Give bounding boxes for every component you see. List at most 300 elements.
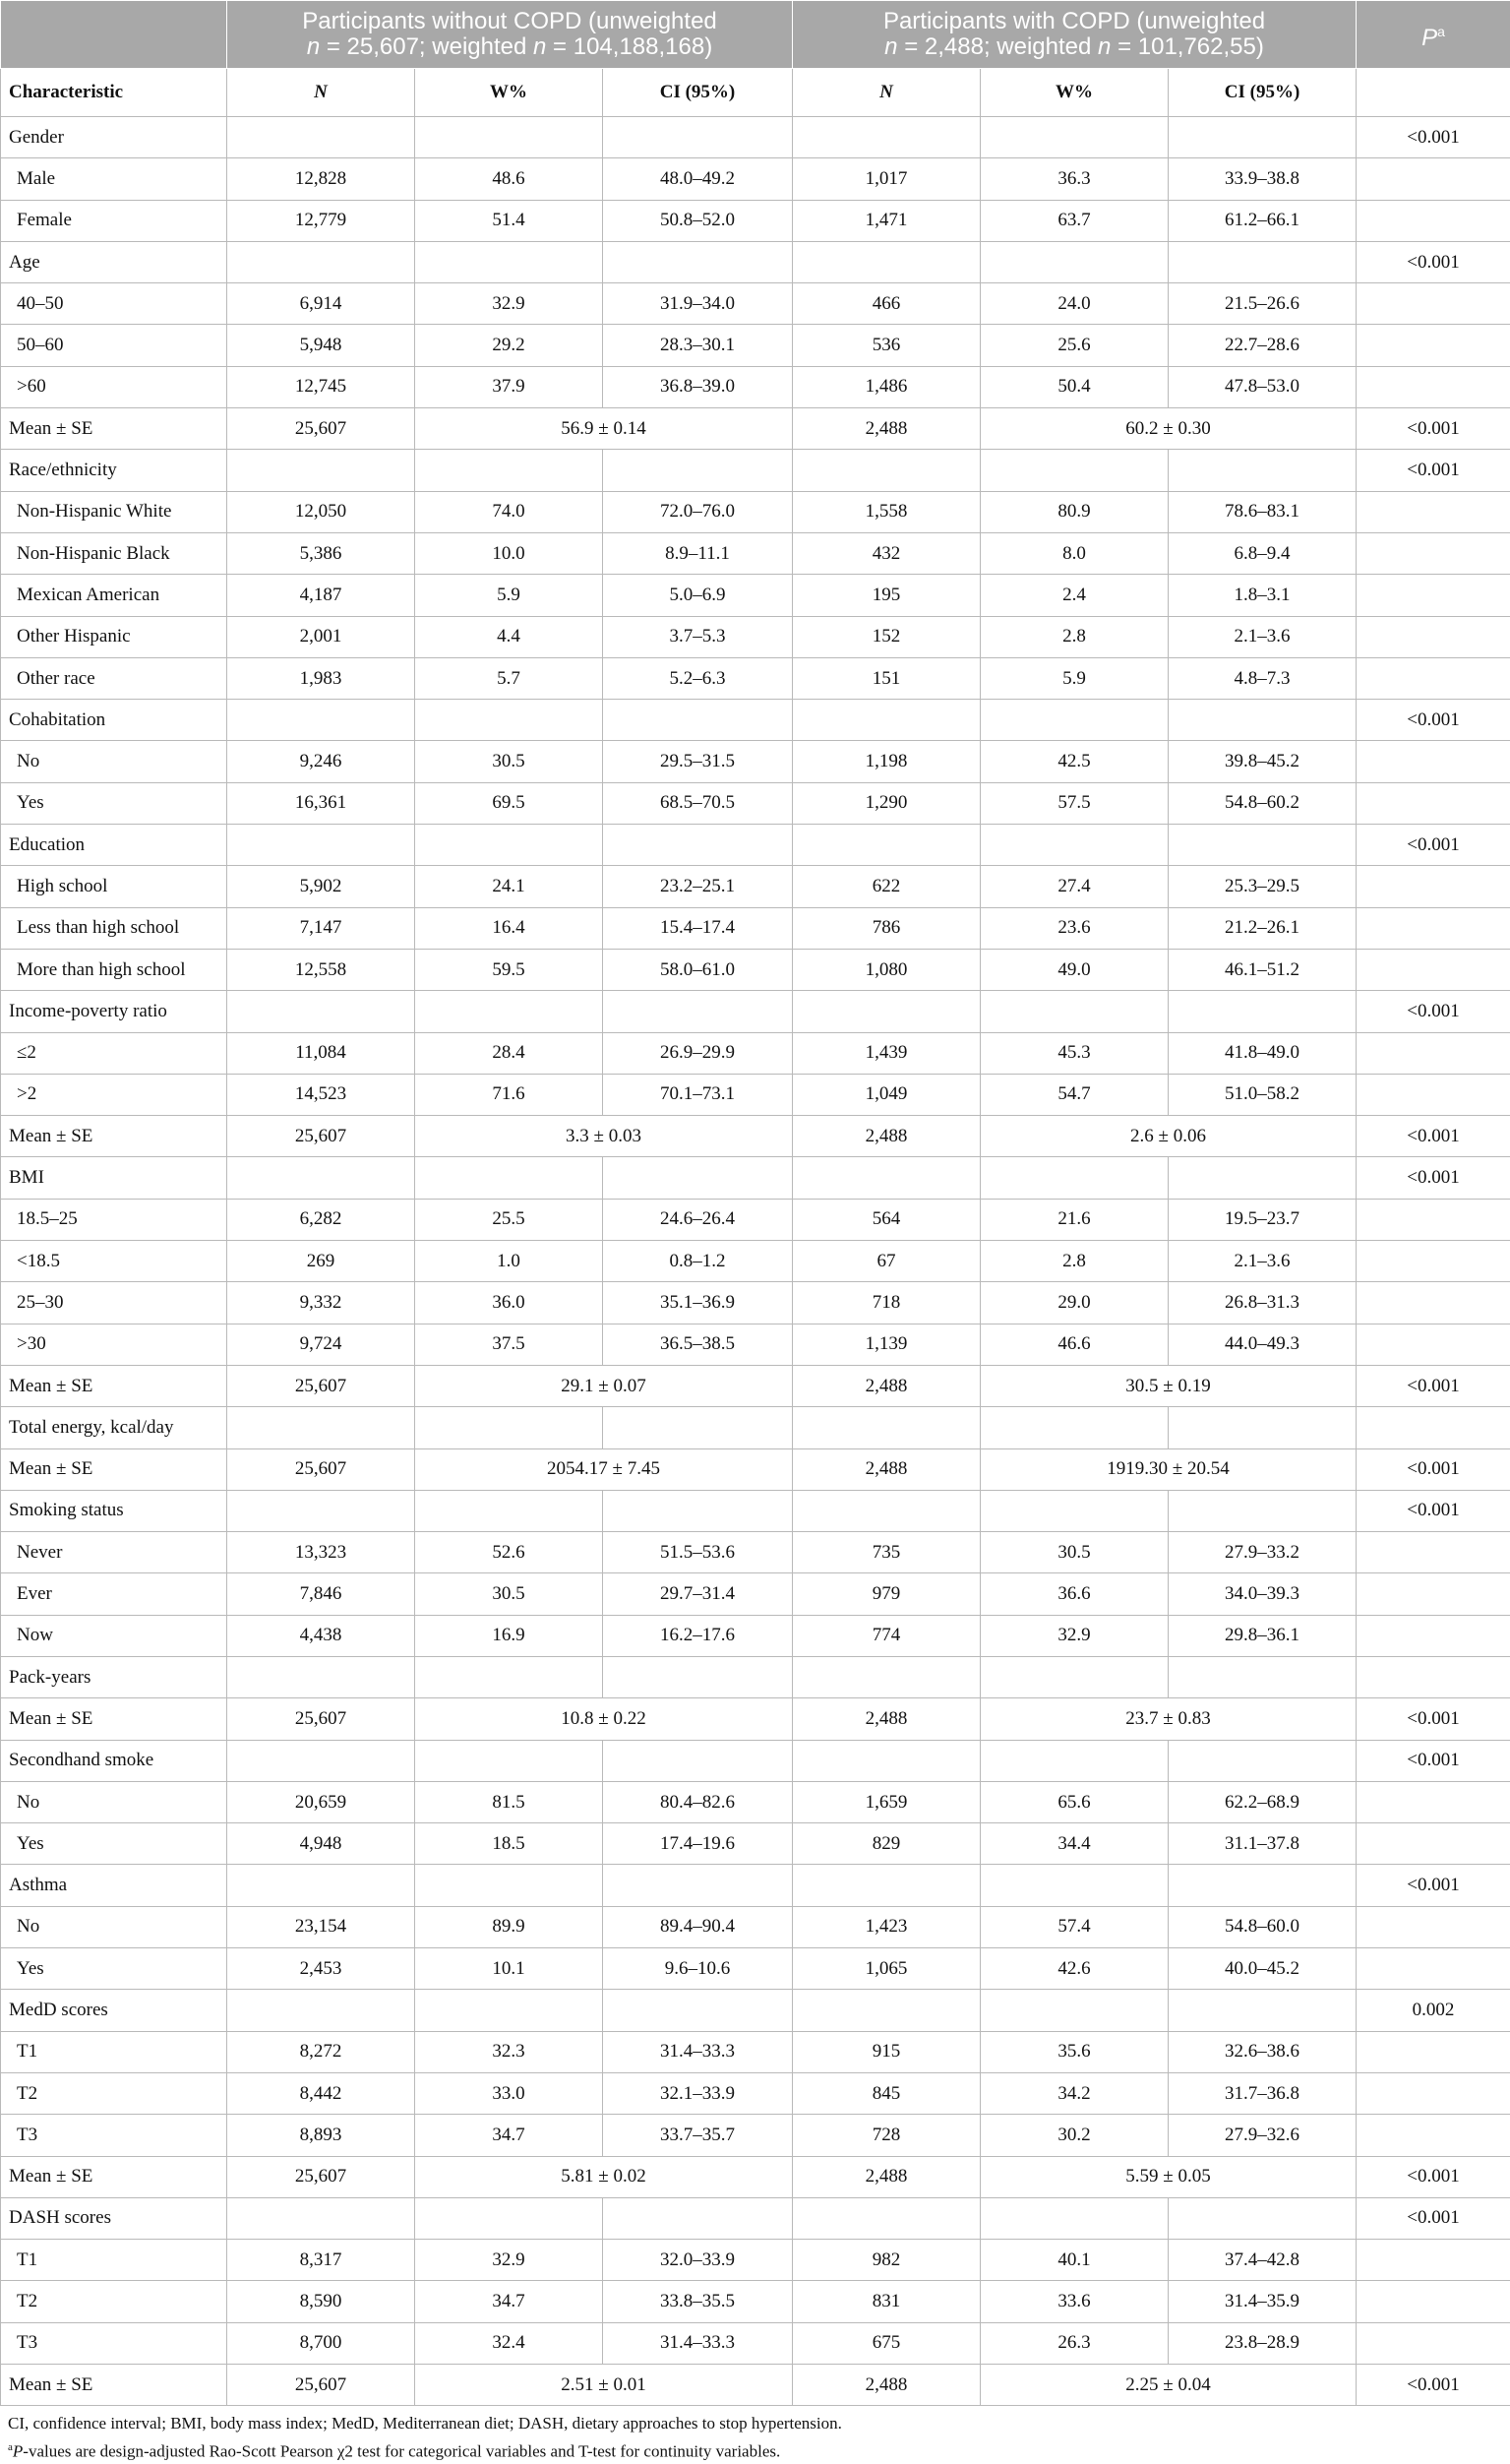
col-n-group1 (227, 69, 415, 117)
table-row (1, 1282, 1510, 1324)
w-cell-group2: 34.2 (981, 2072, 1169, 2114)
empty-cell (603, 1865, 793, 1906)
n-cell-group1: 7,147 (227, 907, 415, 949)
row-label: Education (1, 825, 227, 866)
w-cell-group2: 36.3 (981, 158, 1169, 200)
row-label: <18.5 (1, 1241, 227, 1282)
row-label: T3 (1, 2322, 227, 2364)
empty-cell (793, 700, 981, 741)
n-cell-group1: 12,745 (227, 366, 415, 407)
empty-cell (793, 1990, 981, 2031)
p-value-cell: 0.002 (1357, 1990, 1510, 2031)
empty-cell (1169, 1490, 1357, 1531)
ci-cell-group2: 51.0–58.2 (1169, 1074, 1357, 1115)
w-cell-group1: 71.6 (415, 1074, 603, 1115)
empty-cell (1169, 991, 1357, 1032)
mean-se-group1: 10.8 ± 0.22 (415, 1698, 793, 1740)
table-footnotes (0, 2406, 1510, 2464)
mean-se-group2: 5.59 ± 0.05 (981, 2156, 1357, 2197)
p-value-cell: <0.001 (1357, 1448, 1510, 1490)
empty-cell (415, 450, 603, 491)
row-label: Less than high school (1, 907, 227, 949)
ci-cell-group2: 61.2–66.1 (1169, 200, 1357, 241)
table-row (1, 241, 1510, 282)
ci-cell-group2: 31.7–36.8 (1169, 2072, 1357, 2114)
empty-cell (1357, 1032, 1510, 1074)
empty-cell (227, 1407, 415, 1448)
empty-cell (415, 1490, 603, 1531)
table-row (1, 1490, 1510, 1531)
ci-cell-group2: 54.8–60.2 (1169, 782, 1357, 824)
row-label: Mean ± SE (1, 2156, 227, 2197)
col-w-group1: W% (415, 69, 603, 117)
col-ci-group1: CI (95%) (603, 69, 793, 117)
n-cell-group1: 4,438 (227, 1615, 415, 1656)
w-cell-group1: 69.5 (415, 782, 603, 824)
table-row (1, 1906, 1510, 1947)
table-row (1, 949, 1510, 990)
empty-cell (1357, 325, 1510, 366)
table-row (1, 2072, 1510, 2114)
row-label: MedD scores (1, 1990, 227, 2031)
ci-cell-group2: 47.8–53.0 (1169, 366, 1357, 407)
ci-cell-group2: 27.9–33.2 (1169, 1532, 1357, 1573)
n-cell-group2: 1,659 (793, 1781, 981, 1822)
empty-cell (603, 825, 793, 866)
w-cell-group2: 24.0 (981, 283, 1169, 325)
row-label: T3 (1, 2115, 227, 2156)
empty-cell (1357, 866, 1510, 907)
group-header-without-copd (227, 1, 793, 69)
empty-cell (227, 991, 415, 1032)
empty-cell (603, 1157, 793, 1199)
mean-se-group2: 2.25 ± 0.04 (981, 2365, 1357, 2406)
row-label: Ever (1, 1573, 227, 1615)
ci-cell-group1: 36.8–39.0 (603, 366, 793, 407)
w-cell-group1: 34.7 (415, 2115, 603, 2156)
abbreviation-footnote: CI, confidence interval; BMI, body mass index; MedD, Mediterranean diet; DASH, dietary approaches to stop hypertension. (8, 2412, 1502, 2435)
table-row (1, 991, 1510, 1032)
p-value-cell: <0.001 (1357, 408, 1510, 450)
p-value-header (1357, 1, 1510, 69)
n-cell-group2: 1,290 (793, 782, 981, 824)
w-cell-group1: 4.4 (415, 616, 603, 657)
w-cell-group1: 59.5 (415, 949, 603, 990)
mean-se-group2: 2.6 ± 0.06 (981, 1116, 1357, 1157)
row-label: No (1, 741, 227, 782)
mean-se-group1: 2.51 ± 0.01 (415, 2365, 793, 2406)
w-cell-group1: 5.9 (415, 575, 603, 616)
ci-cell-group2: 6.8–9.4 (1169, 532, 1357, 574)
n-cell-group2: 152 (793, 616, 981, 657)
n-cell-group1: 16,361 (227, 782, 415, 824)
mean-se-group2: 60.2 ± 0.30 (981, 408, 1357, 450)
empty-cell (415, 991, 603, 1032)
empty-cell (1357, 1781, 1510, 1822)
row-label: Gender (1, 117, 227, 158)
ci-cell-group1: 35.1–36.9 (603, 1282, 793, 1324)
empty-cell (1357, 2031, 1510, 2072)
p-value-cell: <0.001 (1357, 700, 1510, 741)
row-label: Now (1, 1615, 227, 1656)
w-cell-group1: 32.9 (415, 2240, 603, 2281)
empty-cell (981, 700, 1169, 741)
col-p-blank (1357, 69, 1510, 117)
n-cell-group2: 1,198 (793, 741, 981, 782)
n-cell-group2: 786 (793, 907, 981, 949)
table-row (1, 1656, 1510, 1697)
ci-cell-group2: 21.5–26.6 (1169, 283, 1357, 325)
n-cell-group2: 829 (793, 1823, 981, 1865)
w-cell-group2: 46.6 (981, 1324, 1169, 1365)
w-cell-group2: 26.3 (981, 2322, 1169, 2364)
ci-cell-group1: 5.0–6.9 (603, 575, 793, 616)
p-value-cell: <0.001 (1357, 1865, 1510, 1906)
ci-cell-group1: 89.4–90.4 (603, 1906, 793, 1947)
n-cell-group1: 6,282 (227, 1199, 415, 1240)
n-cell-group2: 622 (793, 866, 981, 907)
w-cell-group1: 32.3 (415, 2031, 603, 2072)
p-value-cell: <0.001 (1357, 117, 1510, 158)
empty-cell (981, 1990, 1169, 2031)
group1-weighted: = 104,188,168) (553, 33, 712, 60)
mean-se-group2: 1919.30 ± 20.54 (981, 1448, 1357, 1490)
ci-cell-group1: 48.0–49.2 (603, 158, 793, 200)
empty-cell (415, 1865, 603, 1906)
empty-cell (227, 2197, 415, 2239)
row-label: ≤2 (1, 1032, 227, 1074)
ci-cell-group1: 3.7–5.3 (603, 616, 793, 657)
w-cell-group1: 32.9 (415, 283, 603, 325)
n-cell-group1: 2,453 (227, 1948, 415, 1990)
n-cell-group1: 25,607 (227, 2156, 415, 2197)
empty-cell (793, 117, 981, 158)
ci-cell-group1: 23.2–25.1 (603, 866, 793, 907)
w-cell-group1: 1.0 (415, 1241, 603, 1282)
w-cell-group1: 29.2 (415, 325, 603, 366)
table-row (1, 1157, 1510, 1199)
group2-n-symbol: n (884, 33, 897, 60)
row-label: T2 (1, 2072, 227, 2114)
table-row (1, 2156, 1510, 2197)
empty-cell (415, 1656, 603, 1697)
table-row (1, 1865, 1510, 1906)
n-cell-group2: 2,488 (793, 1698, 981, 1740)
empty-cell (227, 117, 415, 158)
table-row (1, 2197, 1510, 2239)
row-label: 40–50 (1, 283, 227, 325)
n-cell-group2: 536 (793, 325, 981, 366)
empty-cell (1169, 450, 1357, 491)
ci-cell-group2: 31.4–35.9 (1169, 2281, 1357, 2322)
n-cell-group1: 8,272 (227, 2031, 415, 2072)
row-label: No (1, 1781, 227, 1822)
w-cell-group1: 30.5 (415, 1573, 603, 1615)
table-row (1, 741, 1510, 782)
row-label: DASH scores (1, 2197, 227, 2239)
ci-cell-group2: 21.2–26.1 (1169, 907, 1357, 949)
row-label: Non-Hispanic Black (1, 532, 227, 574)
n-cell-group1: 12,828 (227, 158, 415, 200)
table-row (1, 1032, 1510, 1074)
w-cell-group1: 33.0 (415, 2072, 603, 2114)
row-label: Asthma (1, 1865, 227, 1906)
ci-cell-group2: 39.8–45.2 (1169, 741, 1357, 782)
n-cell-group1: 20,659 (227, 1781, 415, 1822)
empty-cell (1357, 2281, 1510, 2322)
w-cell-group1: 24.1 (415, 866, 603, 907)
ci-cell-group2: 31.1–37.8 (1169, 1823, 1357, 1865)
empty-cell (415, 1407, 603, 1448)
n-cell-group2: 1,439 (793, 1032, 981, 1074)
p-value-footnote (8, 2435, 1502, 2464)
empty-cell (603, 700, 793, 741)
empty-cell (793, 1490, 981, 1531)
row-label: Pack-years (1, 1656, 227, 1697)
group2-unweighted: = 2,488; weighted (904, 33, 1091, 60)
n-cell-group1: 8,700 (227, 2322, 415, 2364)
col-w-group2: W% (981, 69, 1169, 117)
p-value-cell: <0.001 (1357, 2365, 1510, 2406)
w-cell-group2: 2.4 (981, 575, 1169, 616)
w-cell-group2: 35.6 (981, 2031, 1169, 2072)
mean-se-group1: 56.9 ± 0.14 (415, 408, 793, 450)
ci-cell-group2: 1.8–3.1 (1169, 575, 1357, 616)
n-cell-group2: 195 (793, 575, 981, 616)
empty-cell (1357, 532, 1510, 574)
row-label: No (1, 1906, 227, 1947)
row-label: T1 (1, 2031, 227, 2072)
w-cell-group2: 54.7 (981, 1074, 1169, 1115)
table-row (1, 408, 1510, 450)
group1-unweighted: = 25,607; weighted (327, 33, 527, 60)
group-header-with-copd (793, 1, 1357, 69)
ci-cell-group1: 15.4–17.4 (603, 907, 793, 949)
w-cell-group2: 25.6 (981, 325, 1169, 366)
w-cell-group2: 2.8 (981, 1241, 1169, 1282)
group-header-row (1, 1, 1510, 69)
n-cell-group1: 23,154 (227, 1906, 415, 1947)
footnote-text: -values are design-adjusted Rao-Scott Pearson χ2 test for categorical variables and T-test for continuity variables. (23, 2442, 780, 2461)
empty-cell (227, 1740, 415, 1781)
empty-cell (415, 825, 603, 866)
n-cell-group2: 774 (793, 1615, 981, 1656)
ci-cell-group2: 33.9–38.8 (1169, 158, 1357, 200)
empty-cell (227, 1990, 415, 2031)
row-label: Mexican American (1, 575, 227, 616)
table-row (1, 532, 1510, 574)
ci-cell-group1: 0.8–1.2 (603, 1241, 793, 1282)
empty-cell (1357, 1241, 1510, 1282)
group2-title: Participants with COPD (unweighted (883, 8, 1265, 34)
empty-cell (793, 1740, 981, 1781)
p-value-cell: <0.001 (1357, 991, 1510, 1032)
w-cell-group2: 42.6 (981, 1948, 1169, 1990)
empty-cell (227, 241, 415, 282)
empty-cell (1357, 1282, 1510, 1324)
w-cell-group1: 37.9 (415, 366, 603, 407)
ci-cell-group1: 17.4–19.6 (603, 1823, 793, 1865)
table-row (1, 657, 1510, 699)
table-row (1, 1448, 1510, 1490)
table-row (1, 866, 1510, 907)
n-cell-group1: 8,590 (227, 2281, 415, 2322)
empty-cell (1357, 1823, 1510, 1865)
table-body (1, 117, 1510, 2406)
n-cell-group1: 13,323 (227, 1532, 415, 1573)
empty-cell (981, 1740, 1169, 1781)
empty-cell (981, 825, 1169, 866)
empty-cell (603, 1407, 793, 1448)
ci-cell-group1: 16.2–17.6 (603, 1615, 793, 1656)
ci-cell-group2: 26.8–31.3 (1169, 1282, 1357, 1324)
w-cell-group2: 50.4 (981, 366, 1169, 407)
p-value-cell: <0.001 (1357, 2156, 1510, 2197)
n-cell-group1: 5,948 (227, 325, 415, 366)
row-label: >2 (1, 1074, 227, 1115)
empty-cell (415, 241, 603, 282)
n-cell-group1: 25,607 (227, 1365, 415, 1406)
empty-cell (1169, 1157, 1357, 1199)
ci-cell-group2: 37.4–42.8 (1169, 2240, 1357, 2281)
row-label: BMI (1, 1157, 227, 1199)
footnote-p-letter: P (13, 2442, 23, 2461)
empty-cell (793, 1865, 981, 1906)
ci-cell-group2: 40.0–45.2 (1169, 1948, 1357, 1990)
empty-cell (603, 450, 793, 491)
ci-cell-group1: 5.2–6.3 (603, 657, 793, 699)
empty-cell (981, 117, 1169, 158)
n-cell-group2: 67 (793, 1241, 981, 1282)
w-cell-group2: 49.0 (981, 949, 1169, 990)
w-cell-group1: 89.9 (415, 1906, 603, 1947)
row-label: Secondhand smoke (1, 1740, 227, 1781)
table-row (1, 1365, 1510, 1406)
row-label: Total energy, kcal/day (1, 1407, 227, 1448)
empty-cell (981, 1656, 1169, 1697)
group1-n-symbol: n (307, 33, 320, 60)
table-row (1, 825, 1510, 866)
w-cell-group2: 40.1 (981, 2240, 1169, 2281)
empty-cell (1357, 782, 1510, 824)
empty-cell (415, 700, 603, 741)
row-label: Female (1, 200, 227, 241)
empty-cell (1169, 1865, 1357, 1906)
n-cell-group1: 5,386 (227, 532, 415, 574)
empty-cell (415, 1990, 603, 2031)
n-cell-group2: 982 (793, 2240, 981, 2281)
w-cell-group2: 21.6 (981, 1199, 1169, 1240)
n-cell-group1: 7,846 (227, 1573, 415, 1615)
empty-cell (415, 2197, 603, 2239)
w-cell-group2: 63.7 (981, 200, 1169, 241)
empty-cell (415, 117, 603, 158)
n-cell-group2: 979 (793, 1573, 981, 1615)
p-value-cell: <0.001 (1357, 2197, 1510, 2239)
ci-cell-group1: 68.5–70.5 (603, 782, 793, 824)
w-cell-group1: 10.0 (415, 532, 603, 574)
table-row (1, 2115, 1510, 2156)
n-cell-group1: 8,317 (227, 2240, 415, 2281)
row-label: Mean ± SE (1, 2365, 227, 2406)
row-label: Never (1, 1532, 227, 1573)
empty-cell (603, 117, 793, 158)
group2-weighted: = 101,762,55) (1117, 33, 1264, 60)
n-cell-group1: 12,779 (227, 200, 415, 241)
row-label: 18.5–25 (1, 1199, 227, 1240)
ci-cell-group1: 29.5–31.5 (603, 741, 793, 782)
row-label: Male (1, 158, 227, 200)
ci-cell-group2: 46.1–51.2 (1169, 949, 1357, 990)
empty-cell (1169, 700, 1357, 741)
n-cell-group2: 845 (793, 2072, 981, 2114)
w-cell-group1: 37.5 (415, 1324, 603, 1365)
empty-cell (793, 825, 981, 866)
table-row (1, 1698, 1510, 1740)
w-cell-group2: 33.6 (981, 2281, 1169, 2322)
empty-cell (603, 991, 793, 1032)
row-label: Race/ethnicity (1, 450, 227, 491)
w-cell-group1: 32.4 (415, 2322, 603, 2364)
empty-cell (1169, 1990, 1357, 2031)
p-value-cell: <0.001 (1357, 1740, 1510, 1781)
empty-cell (603, 1656, 793, 1697)
n-cell-group2: 2,488 (793, 2365, 981, 2406)
row-label: Non-Hispanic White (1, 491, 227, 532)
empty-cell (981, 991, 1169, 1032)
p-value-cell: <0.001 (1357, 450, 1510, 491)
w-cell-group1: 74.0 (415, 491, 603, 532)
empty-cell (1357, 741, 1510, 782)
table-row (1, 200, 1510, 241)
w-cell-group1: 48.6 (415, 158, 603, 200)
n-cell-group1: 5,902 (227, 866, 415, 907)
empty-cell (1169, 825, 1357, 866)
empty-cell (227, 700, 415, 741)
table-row (1, 2365, 1510, 2406)
ci-cell-group2: 23.8–28.9 (1169, 2322, 1357, 2364)
ci-cell-group2: 32.6–38.6 (1169, 2031, 1357, 2072)
empty-cell (1169, 1407, 1357, 1448)
table-row (1, 491, 1510, 532)
w-cell-group1: 34.7 (415, 2281, 603, 2322)
empty-cell (793, 450, 981, 491)
w-cell-group2: 80.9 (981, 491, 1169, 532)
table-row (1, 575, 1510, 616)
table-row (1, 616, 1510, 657)
p-value-cell: <0.001 (1357, 241, 1510, 282)
ci-cell-group2: 27.9–32.6 (1169, 2115, 1357, 2156)
n-cell-group2: 466 (793, 283, 981, 325)
ci-cell-group1: 80.4–82.6 (603, 1781, 793, 1822)
empty-cell (415, 1157, 603, 1199)
blank-header-cell (1, 1, 227, 69)
n-cell-group2: 432 (793, 532, 981, 574)
ci-cell-group1: 33.8–35.5 (603, 2281, 793, 2322)
n-cell-group2: 728 (793, 2115, 981, 2156)
empty-cell (1357, 2240, 1510, 2281)
row-label: Cohabitation (1, 700, 227, 741)
row-label: Age (1, 241, 227, 282)
row-label: Smoking status (1, 1490, 227, 1531)
mean-se-group1: 3.3 ± 0.03 (415, 1116, 793, 1157)
n-cell-group2: 1,065 (793, 1948, 981, 1990)
w-cell-group2: 34.4 (981, 1823, 1169, 1865)
n-cell-group2: 2,488 (793, 1365, 981, 1406)
w-cell-group1: 16.9 (415, 1615, 603, 1656)
ci-cell-group2: 4.8–7.3 (1169, 657, 1357, 699)
empty-cell (1357, 575, 1510, 616)
